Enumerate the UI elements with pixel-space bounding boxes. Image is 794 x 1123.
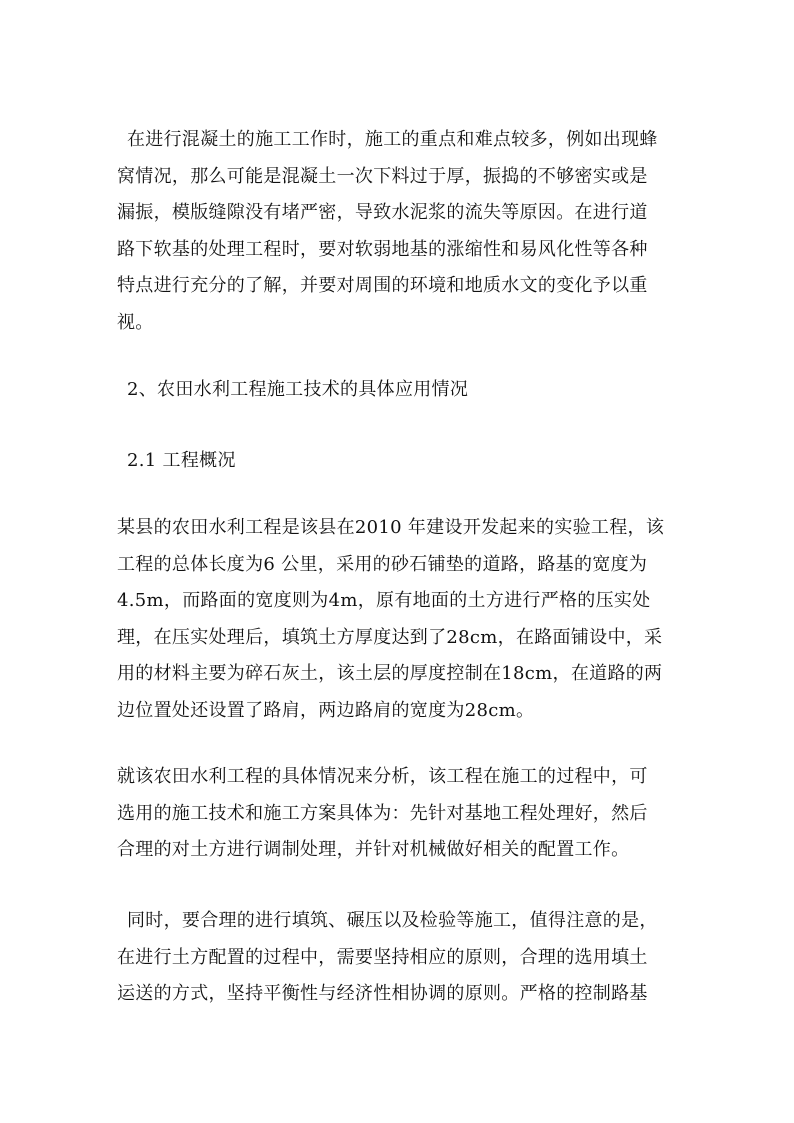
text-line: 就该农田水利工程的具体情况来分析，该工程在施工的过程中，可 [117, 766, 648, 787]
paragraph-concrete-construction [117, 122, 679, 342]
text-line: 工程的总体长度为6 公里，采用的砂石铺垫的道路，路基的宽度为 [117, 553, 648, 575]
paragraph-meanwhile [117, 903, 679, 1013]
text-line: 同时，要合理的进行填筑、碾压以及检验等施工，值得注意的是， [127, 910, 658, 931]
paragraph-analysis [117, 759, 679, 869]
text-line: 理，在压实处理后，填筑土方厚度达到了28cm，在路面铺设中，采 [117, 626, 663, 648]
text-line: 特点进行充分的了解，并要对周围的环境和地质水文的变化予以重 [117, 275, 648, 297]
text-line: 在进行土方配置的过程中，需要坚持相应的原则，合理的选用填土 [117, 946, 648, 968]
paragraph-project-overview [117, 510, 679, 730]
text-line: 用的材料主要为碎石灰土，该土层的厚度控制在18cm，在道路的两 [117, 663, 663, 685]
text-line: 路下软基的处理工程时，要对软弱地基的涨缩性和易风化性等各种 [117, 238, 648, 260]
text-line: 合理的对土方进行调制处理，并针对机械做好相关的配置工作。 [117, 839, 630, 861]
text-line: 运送的方式，坚持平衡性与经济性相协调的原则。严格的控制路基 [117, 983, 648, 1005]
text-line: 窝情况，那么可能是混凝土一次下料过于厚，振捣的不够密实或是 [117, 165, 648, 187]
text-line: 在进行混凝土的施工工作时，施工的重点和难点较多，例如出现蜂 [127, 129, 658, 150]
text-line: 某县的农田水利工程是该县在2010 年建设开发起来的实验工程，该 [117, 517, 665, 538]
text-line: 漏振，模版缝隙没有堵严密，导致水泥浆的流失等原因。在进行道 [117, 202, 648, 224]
text-line: 选用的施工技术和施工方案具体为：先针对基地工程处理好，然后 [117, 802, 648, 824]
section-heading-2 [117, 372, 679, 409]
text-line: 4.5m，而路面的宽度则为4m，原有地面的土方进行严格的压实处 [117, 590, 651, 612]
text-line: 视。 [117, 311, 154, 333]
section-heading-2-1 [117, 443, 679, 480]
text-line: 边位置处还设置了路肩，两边路肩的宽度为28cm。 [117, 699, 535, 721]
heading-text: 2、农田水利工程施工技术的具体应用情况 [127, 379, 469, 400]
heading-text: 2.1 工程概况 [127, 450, 236, 471]
